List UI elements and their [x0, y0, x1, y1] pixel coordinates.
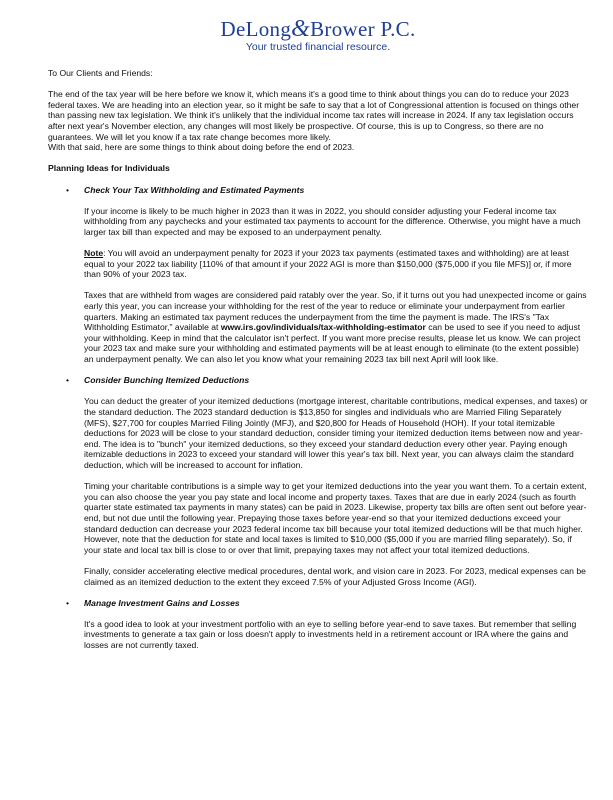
note-text: : You will avoid an underpayment penalty for 2023 if your 2023 tax payments (estimated taxes and withholding) are at least equal to your 2022 tax liability [110% of that amount if your 2022 AGI is more than $150,000 ($75,000 if you file MFS)] or, if more than 90% of your 2023 tax.	[84, 248, 572, 280]
item-paragraph-text: Taxes that are withheld from wages are considered paid ratably over the year. So, if it turns out you had unexpected income or gains early this year, you can increase your withholding for the rest of the year to reduce or eliminate your underpayment from earlier quarters. Making an estimated tax payment reduces the underpayment from the time the payment is made. The IRS's "Tax Withholding Estimator," available at	[84, 290, 587, 333]
intro-transition: With that said, here are some things to think about doing before the end of 2023.	[48, 142, 355, 153]
note-label: Note	[84, 248, 104, 259]
list-item-withholding	[48, 185, 588, 365]
bullet-icon: •	[66, 597, 70, 608]
item-title: Manage Investment Gains and Losses	[84, 597, 240, 608]
irs-estimator-link[interactable]: www.irs.gov/individuals/tax-withholding-estimator	[220, 322, 426, 333]
bullet-icon: •	[66, 375, 70, 386]
letter-body	[48, 68, 588, 661]
logo-suffix: P.C.	[380, 17, 416, 41]
item-paragraph: If your income is likely to be much higher in 2023 than it was in 2022, you should consider adjusting your Federal income tax withholding from any paychecks and your estimated tax payments to account for the difference. Otherwise, you might have a much larger tax bill than expected and may be exposed to an underpayment penalty.	[84, 205, 581, 237]
item-paragraph: You can deduct the greater of your itemized deductions (mortgage interest, charitable contributions, medical expenses, and taxes) or the standard deduction. The 2023 standard deduction is $13,850 for singles and individuals who are Married Filing Separately (MFS), $27,700 for couples Married Filing Jointly (MFJ), and $20,800 for Heads of Household (HOH). If your total itemizable deductions for 2023 will be close to your standard deduction, consider timing your itemized deduction items between now and year-end. The idea is to "bunch" your itemized deductions, so they exceed your standard deduction every other year. Paying enough itemizable deductions in 2023 to exceed your standard will lower this year's tax bill. Next year, you can always claim the standard deduction, which will be increased to account for inflation.	[84, 396, 588, 470]
item-title: Check Your Tax Withholding and Estimated Payments	[84, 184, 305, 195]
item-paragraph: It's a good idea to look at your investment portfolio with an eye to selling before year-end to save taxes. But remember that selling investments to generate a tax gain or loss doesn't apply to investments held in a retirement account or IRA where the gains and losses are not currently taxed.	[84, 618, 577, 651]
item-paragraph-text: can be used to see if you need to adjust your withholding. Keep in mind that the calculator isn't perfect. If you want more precise results, please let us know. We can project your 2023 tax and make sure your withholding and estimated payments will be at least enough to eliminate (to the extent possible) an underpayment penalty. We can also let you know what your remaining 2023 tax bill next April will look like.	[84, 322, 581, 365]
section-heading: Planning Ideas for Individuals	[48, 163, 170, 174]
list-item-investments	[48, 598, 588, 651]
intro-paragraph: The end of the tax year will be here before we know it, which means it's a good time to think about things you can do to reduce your 2023 federal taxes. We are heading into an election year, so it might be safe to say that a lot of Congressional attention is focused on things other than passing new tax legislation. We think it's unlikely that the individual income tax rates will increase in 2024. If any tax legislation occurs after next year's November election, any changes will most likely be prospective. Of course, this is up to Congress, so there are no guarantees. We will let you know if a tax rate change becomes more likely.	[48, 89, 580, 142]
logo-wordmark	[203, 18, 433, 40]
logo-second-text: Brower	[310, 17, 375, 41]
item-paragraph: Timing your charitable contributions is a simple way to get your itemized deductions into the year you want them. To a certain extent, you can also choose the year you pay state and local income and property taxes. Taxes that are due in early 2024 (such as fourth quarter state estimated tax payments in many states) can be paid in 2023. Likewise, property tax bills are often sent out before year-end, but not due until the following year. Prepaying those taxes before year-end so that your itemized deductions exceed your standard deduction can decrease your 2023 federal income tax bill because your total itemized deductions will be that much higher. However, note that the deduction for state and local taxes is limited to $10,000 ($5,000 if you are married filing separately). So, if your state and local tax bill is close to or over that limit, prepaying taxes may not affect your total itemized deductions.	[84, 481, 587, 555]
logo-tagline: Your trusted financial resource.	[245, 41, 391, 53]
item-title: Consider Bunching Itemized Deductions	[84, 375, 250, 386]
bullet-icon: •	[66, 184, 70, 195]
logo-ampersand: &	[291, 16, 311, 42]
item-paragraph	[84, 290, 588, 364]
item-paragraph: Finally, consider accelerating elective medical procedures, dental work, and vision care in 2023. For 2023, medical expenses can be claimed as an itemized deduction to the extent they exceed 7.5% of your Adjusted Gross Income (AGI).	[84, 565, 586, 587]
logo-main-text: DeLong	[220, 17, 292, 41]
item-note	[84, 248, 588, 280]
company-logo	[203, 18, 433, 53]
greeting: To Our Clients and Friends:	[48, 68, 153, 78]
list-item-bunching	[48, 375, 588, 587]
